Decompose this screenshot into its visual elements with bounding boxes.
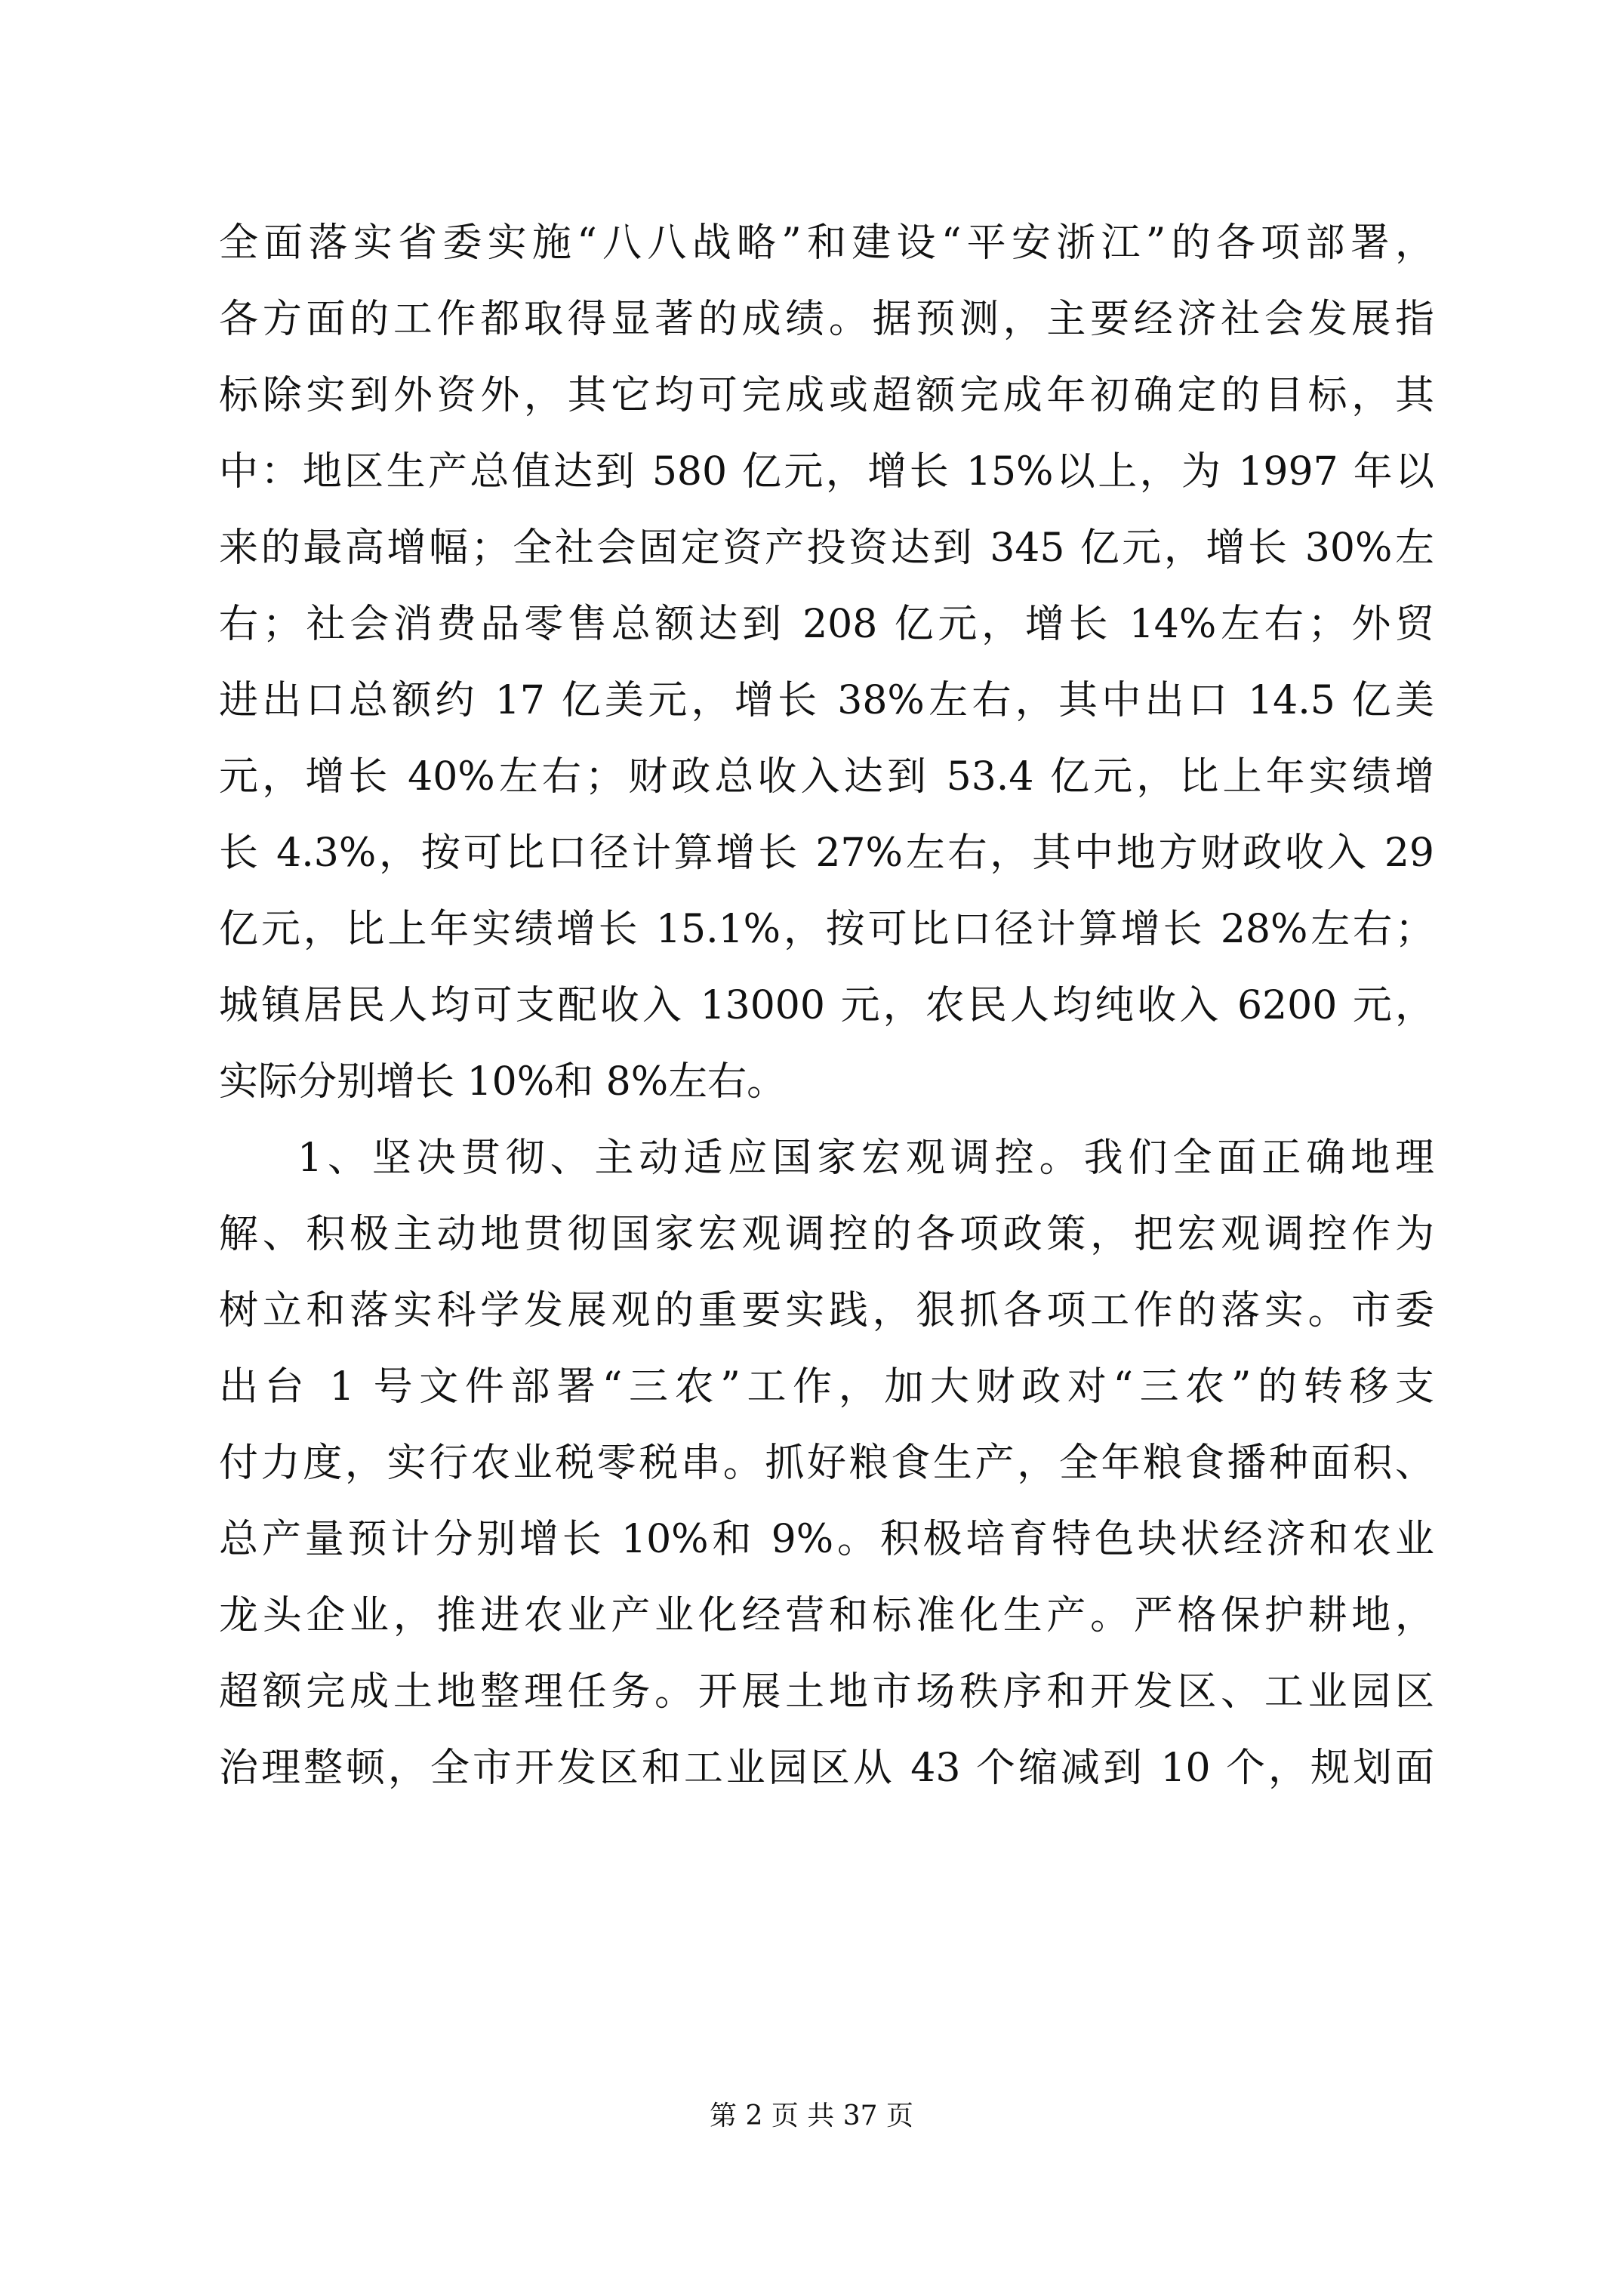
text-line: 解、积极主动地贯彻国家宏观调控的各项政策，把宏观调控作为: [219, 1212, 1434, 1257]
text-line: 1、坚决贯彻、主动适应国家宏观调控。我们全面正确地理: [297, 1136, 1434, 1181]
text-line: 元，增长 40%左右；财政总收入达到 53.4 亿元，比上年实绩增: [219, 754, 1434, 800]
text-line: 城镇居民人均可支配收入 13000 元，农民人均纯收入 6200 元，: [219, 983, 1434, 1028]
text-line: 亿元，比上年实绩增长 15.1%，按可比口径计算增长 28%左右；: [219, 907, 1434, 952]
text-line: 龙头企业，推进农业产业化经营和标准化生产。严格保护耕地，: [219, 1593, 1434, 1638]
text-line: 标除实到外资外，其它均可完成或超额完成年初确定的目标，其: [219, 373, 1434, 418]
text-line: 中：地区生产总值达到 580 亿元，增长 15%以上，为 1997 年以: [219, 449, 1434, 495]
text-line: 总产量预计分别增长 10%和 9%。积极培育特色块状经济和农业: [219, 1517, 1434, 1562]
body-text: [219, 205, 1434, 1807]
text-line: 长 4.3%，按可比口径计算增长 27%左右，其中地方财政收入 29: [219, 831, 1434, 876]
page-number: 第 2 页 共 37 页: [710, 2100, 913, 2131]
text-line: 超额完成土地整理任务。开展土地市场秩序和开发区、工业园区: [219, 1669, 1434, 1715]
text-line: 全面落实省委实施“八八战略”和建设“平安浙江”的各项部署，: [219, 220, 1434, 266]
text-line: 右；社会消费品零售总额达到 208 亿元，增长 14%左右；外贸: [219, 602, 1434, 647]
text-line: 出台 1 号文件部署“三农”工作，加大财政对“三农”的转移支: [219, 1364, 1434, 1410]
text-line: 各方面的工作都取得显著的成绩。据预测，主要经济社会发展指: [219, 297, 1434, 342]
text-line: 付力度，实行农业税零税串。抓好粮食生产，全年粮食播种面积、: [219, 1441, 1434, 1486]
text-line: 树立和落实科学发展观的重要实践，狠抓各项工作的落实。市委: [219, 1288, 1434, 1333]
text-line: 实际分别增长 10%和 8%左右。: [219, 1059, 787, 1105]
text-line: 治理整顿，全市开发区和工业园区从 43 个缩减到 10 个，规划面: [219, 1746, 1434, 1791]
page-footer: [0, 2097, 1623, 2135]
text-line: 进出口总额约 17 亿美元，增长 38%左右，其中出口 14.5 亿美: [219, 678, 1434, 723]
text-line: 来的最高增幅；全社会固定资产投资达到 345 亿元，增长 30%左: [219, 525, 1434, 571]
paragraph-2: [219, 1120, 1434, 1807]
paragraph-1: [219, 205, 1434, 1120]
